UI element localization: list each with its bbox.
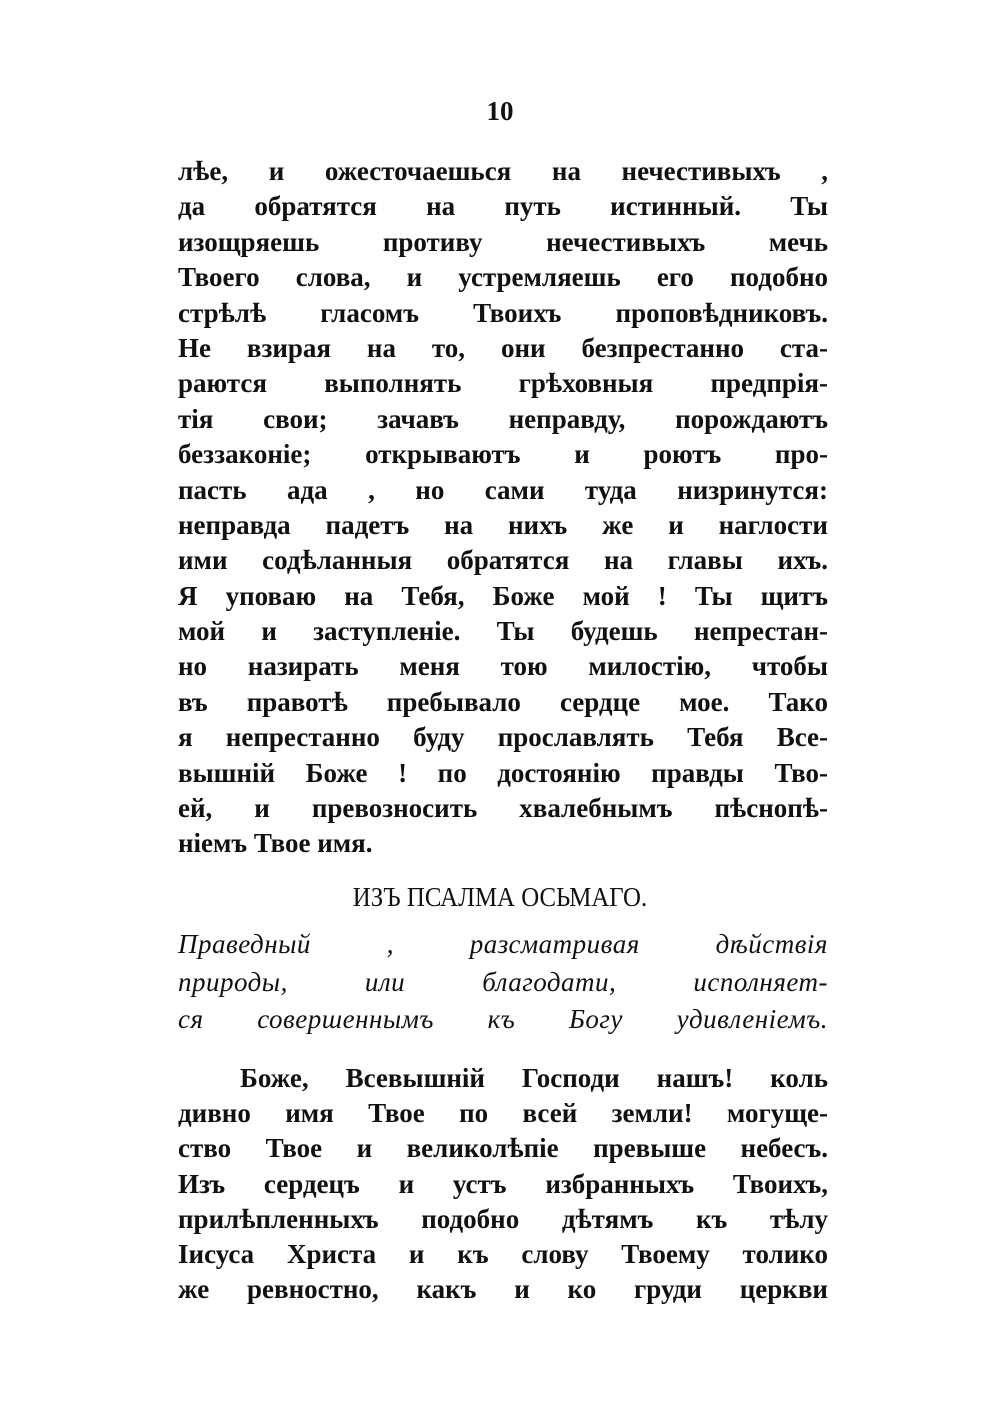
text-line: тія свои; зачавъ неправду, порождаютъ — [178, 403, 828, 434]
text-line: беззаконіе; открываютъ и роютъ про- — [178, 439, 828, 470]
text-line: въ правотѣ пребывало сердце мое. Тако — [178, 686, 828, 717]
page-number: 10 — [486, 96, 514, 126]
text-line: ство Твое и великолѣпіе превыше небесъ. — [178, 1133, 828, 1164]
text-line: же ревностно, какъ и ко груди церкви — [178, 1274, 828, 1305]
text-line: Іисуса Христа и къ слову Твоему толико — [178, 1238, 828, 1269]
text-line: лѣе, и ожесточаешься на нечестивыхъ , — [178, 156, 828, 186]
text-line: дивно имя Твое по всей земли! могуще- — [178, 1098, 828, 1129]
text-line: Я уповаю на Тебя, Боже мой ! Ты щитъ — [178, 580, 828, 611]
text-line: ніемъ Твое имя. — [178, 828, 373, 859]
text-line: Боже, Всевышній Господи нашъ! коль — [240, 1063, 828, 1093]
section-heading: ИЗЪ ПСАЛМА ОСЬМАГО. — [352, 882, 648, 912]
text-line: ей, и превозносить хвалебнымъ пѣснопѣ- — [178, 793, 828, 824]
text-line: пасть ада , но сами туда низринутся: — [178, 474, 828, 505]
summary-line: природы, или благодати, исполняет- — [178, 966, 828, 997]
text-line: да обратятся на путь истинный. Ты — [178, 191, 828, 222]
section-summary — [178, 926, 828, 1039]
text-line: вышній Боже ! по достоянію правды Тво- — [178, 757, 828, 788]
text-line: раются выполнять грѣховныя предпрія- — [178, 368, 828, 399]
text-line: я непрестанно буду прославлять Тебя Все- — [178, 722, 828, 753]
text-line: Изъ сердецъ и устъ избранныхъ Твоихъ, — [178, 1168, 828, 1199]
paragraph — [178, 1061, 828, 1307]
text-line: Твоего слова, и устремляешь его подобно — [178, 262, 828, 293]
summary-line: ся совершеннымъ къ Богу удивленіемъ. — [178, 1004, 828, 1034]
text-line: неправда падетъ на нихъ же и наглости — [178, 509, 828, 540]
text-line: Не взирая на то, они безпрестанно ста- — [178, 332, 828, 363]
text-line: прилѣпленныхъ подобно дѣтямъ къ тѣлу — [178, 1203, 828, 1234]
text-line: но назирать меня тою милостію, чтобы — [178, 651, 828, 682]
text-line: изощряешь противу нечестивыхъ мечь — [178, 226, 828, 257]
text-line: ими содѣланныя обратятся на главы ихъ. — [178, 545, 828, 576]
summary-line: Праведный , разсматривая дѣйствія — [178, 929, 828, 959]
text-line: мой и заступленіе. Ты будешь непрестан- — [178, 616, 828, 647]
paragraph-continued — [178, 154, 828, 862]
text-line: стрѣлѣ гласомъ Твоихъ проповѣдниковъ. — [178, 297, 828, 328]
